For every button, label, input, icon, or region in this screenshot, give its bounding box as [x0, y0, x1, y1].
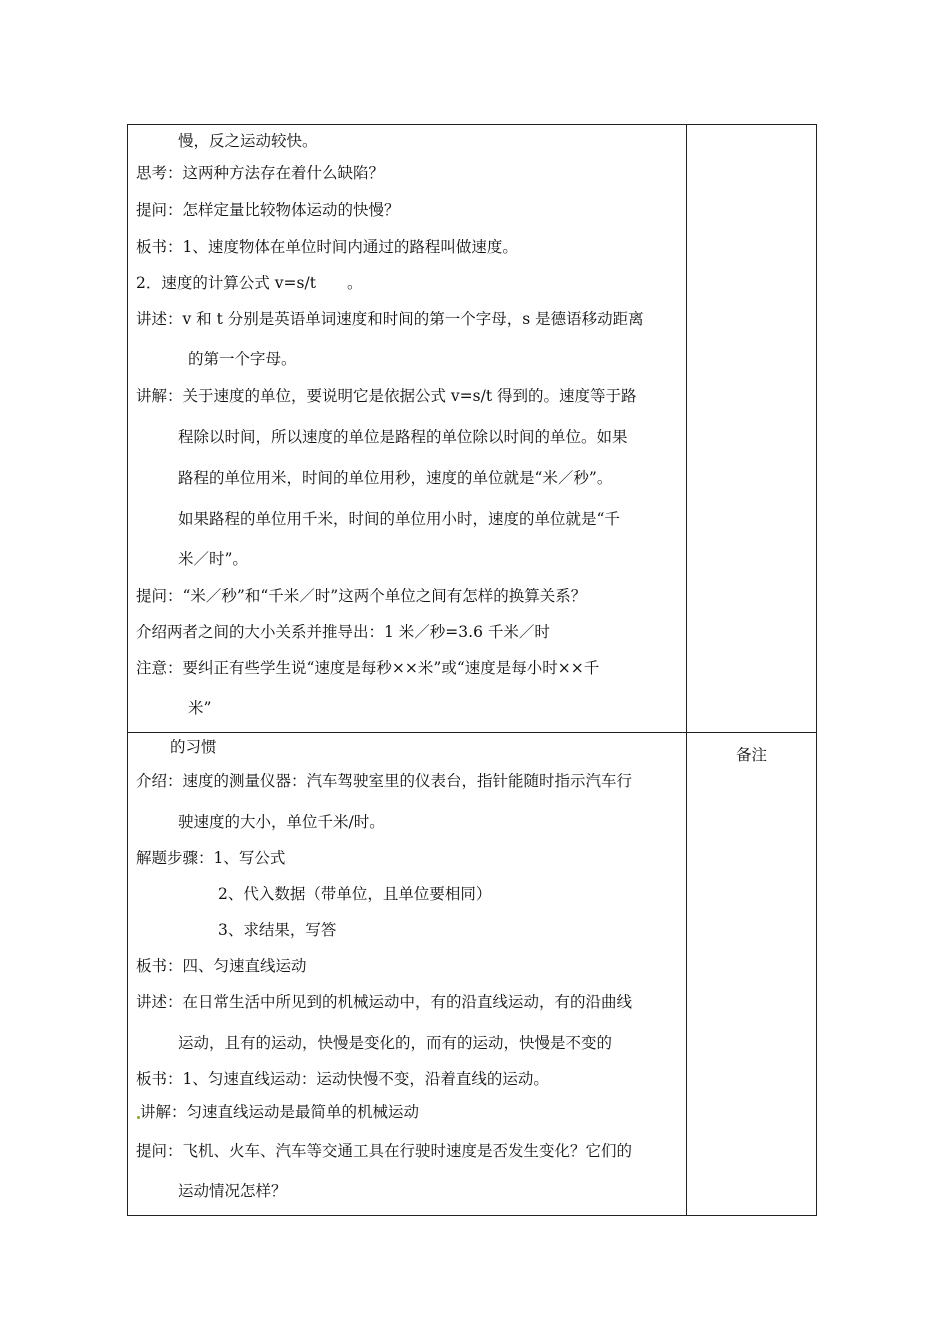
text-line: 介绍：速度的测量仪器：汽车驾驶室里的仪表台，指针能随时指示汽车行: [136, 772, 633, 790]
text-line: 运动情况怎样？: [178, 1182, 287, 1200]
remark-cell: [687, 125, 817, 733]
text-line: 如果路程的单位用千米，时间的单位用小时，速度的单位就是“千: [178, 510, 620, 528]
text-line: 运动，且有的运动，快慢是变化的，而有的运动，快慢是不变的: [178, 1034, 613, 1052]
text-line: 程除以时间，所以速度的单位是路程的单位除以时间的单位。如果: [178, 428, 628, 446]
text-line: 解题步骤：1、写公式: [136, 849, 286, 867]
text-line: 提问：飞机、火车、汽车等交通工具在行驶时速度是否发生变化？它们的: [136, 1142, 633, 1160]
text-line: 提问：“米／秒”和“千米／时”这两个单位之间有怎样的换算关系？: [136, 587, 587, 605]
table-row: [128, 733, 817, 1216]
text-line: 米／时”。: [178, 550, 248, 568]
text-line: 2、代入数据（带单位，且单位要相同）: [218, 885, 492, 903]
text-line: 讲述：v 和 t 分别是英语单词速度和时间的第一个字母，s 是德语移动距离: [136, 310, 644, 328]
lesson-plan-table: [127, 124, 817, 1216]
text-line: 慢，反之运动较快。: [178, 132, 318, 150]
text-line: 路程的单位用米，时间的单位用秒，速度的单位就是“米／秒”。: [178, 469, 613, 487]
text-line: 介绍两者之间的大小关系并推导出：1 米／秒=3.6 千米／时: [136, 623, 550, 641]
text-line: 板书：四、匀速直线运动: [136, 957, 307, 975]
text-line: 米”: [188, 699, 212, 717]
text-line: 2．速度的计算公式 v=s/t 。: [136, 274, 363, 292]
text-line: 讲解：匀速直线运动是最简单的机械运动: [140, 1103, 420, 1121]
text-line: 的习惯: [170, 738, 217, 756]
text-line: 讲述：在日常生活中所见到的机械运动中，有的沿直线运动，有的沿曲线: [136, 993, 633, 1011]
text-line: 3、求结果，写答: [218, 921, 337, 939]
text-line: 讲解：关于速度的单位，要说明它是依据公式 v=s/t 得到的。速度等于路: [136, 387, 637, 405]
text-line: 的第一个字母。: [188, 350, 297, 368]
text-line: 注意：要纠正有些学生说“速度是每秒××米”或“速度是每小时××千: [136, 659, 600, 677]
remark-cell: [687, 733, 817, 1216]
text-line: 驶速度的大小，单位千米/时。: [178, 813, 385, 831]
text-line: 板书：1、匀速直线运动：运动快慢不变，沿着直线的运动。: [136, 1070, 549, 1088]
text-line: 提问：怎样定量比较物体运动的快慢？: [136, 201, 400, 219]
text-line: 思考：这两种方法存在着什么缺陷？: [136, 164, 385, 182]
text-line: 板书：1、速度物体在单位时间内通过的路程叫做速度。: [136, 238, 518, 256]
table-row: [128, 125, 817, 733]
content-cell: [128, 733, 687, 1216]
content-cell: [128, 125, 687, 733]
remark-label: 备注: [735, 746, 767, 764]
